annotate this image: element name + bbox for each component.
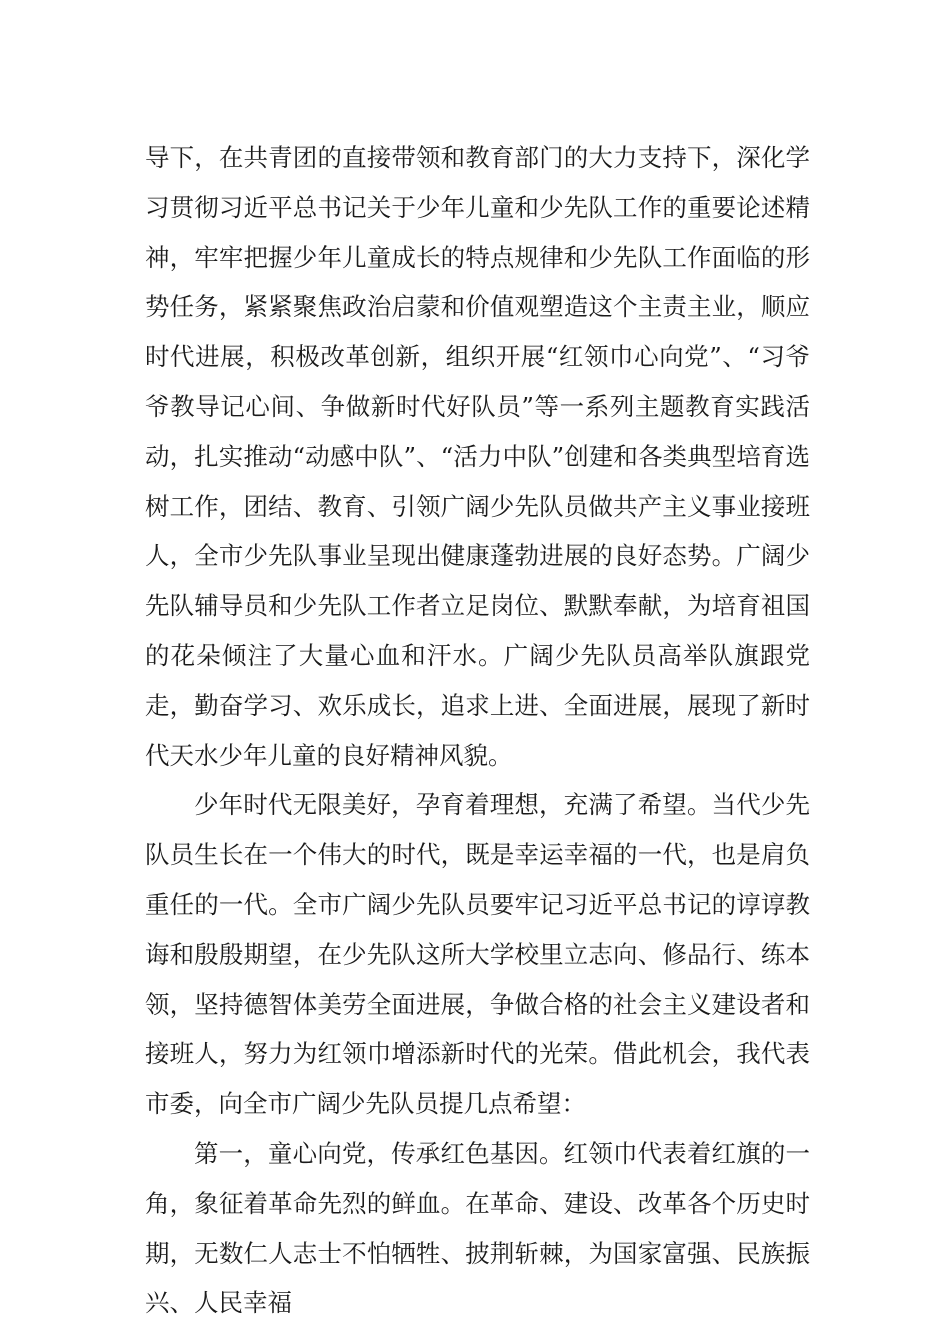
paragraph-2: 少年时代无限美好，孕育着理想，充满了希望。当代少先队员生长在一个伟大的时代，既是幸运幸福的一代，也是肩负重任的一代。全市广阔少先队员要牢记习近平总书记的谆谆教诲和殷殷期望，在少先队这所大学校里立志向、修品行、练本领，坚持德智体美劳全面进展，争做合格的社会主义建设者和接班人，努力为红领巾增添新时代的光荣。借此机会，我代表市委，向全市广阔少先队员提几点希望： [145, 790, 810, 1119]
paragraph-1: 导下，在共青团的直接带领和教育部门的大力支持下，深化学习贯彻习近平总书记关于少年儿童和少先队工作的重要论述精神，牢牢把握少年儿童成长的特点规律和少先队工作面临的形势任务，紧紧聚焦政治启蒙和价值观塑造这个主责主业，顺应时代进展，积极改革创新，组织开展“红领巾心向党”、“习爷爷教导记心间、争做新时代好队员”等一系列主题教育实践活动，扎实推动“动感中队”、“活力中队”创建和各类典型培育选树工作，团结、教育、引领广阔少先队员做共产主义事业接班人，全市少先队事业呈现出健康蓬勃进展的良好态势。广阔少先队辅导员和少先队工作者立足岗位、默默奉献，为培育祖国的花朵倾注了大量心血和汗水。广阔少先队员高举队旗跟党走，勤奋学习、欢乐成长，追求上进、全面进展，展现了新时代天水少年儿童的良好精神风貌。 [145, 143, 810, 770]
paragraph-3: 第一，童心向党，传承红色基因。红领巾代表着红旗的一角，象征着革命先烈的鲜血。在革命、建设、改革各个历史时期，无数仁人志士不怕牺牲、披荆斩棘，为国家富强、民族振兴、人民幸福 [145, 1138, 810, 1318]
document-body [145, 133, 810, 1328]
